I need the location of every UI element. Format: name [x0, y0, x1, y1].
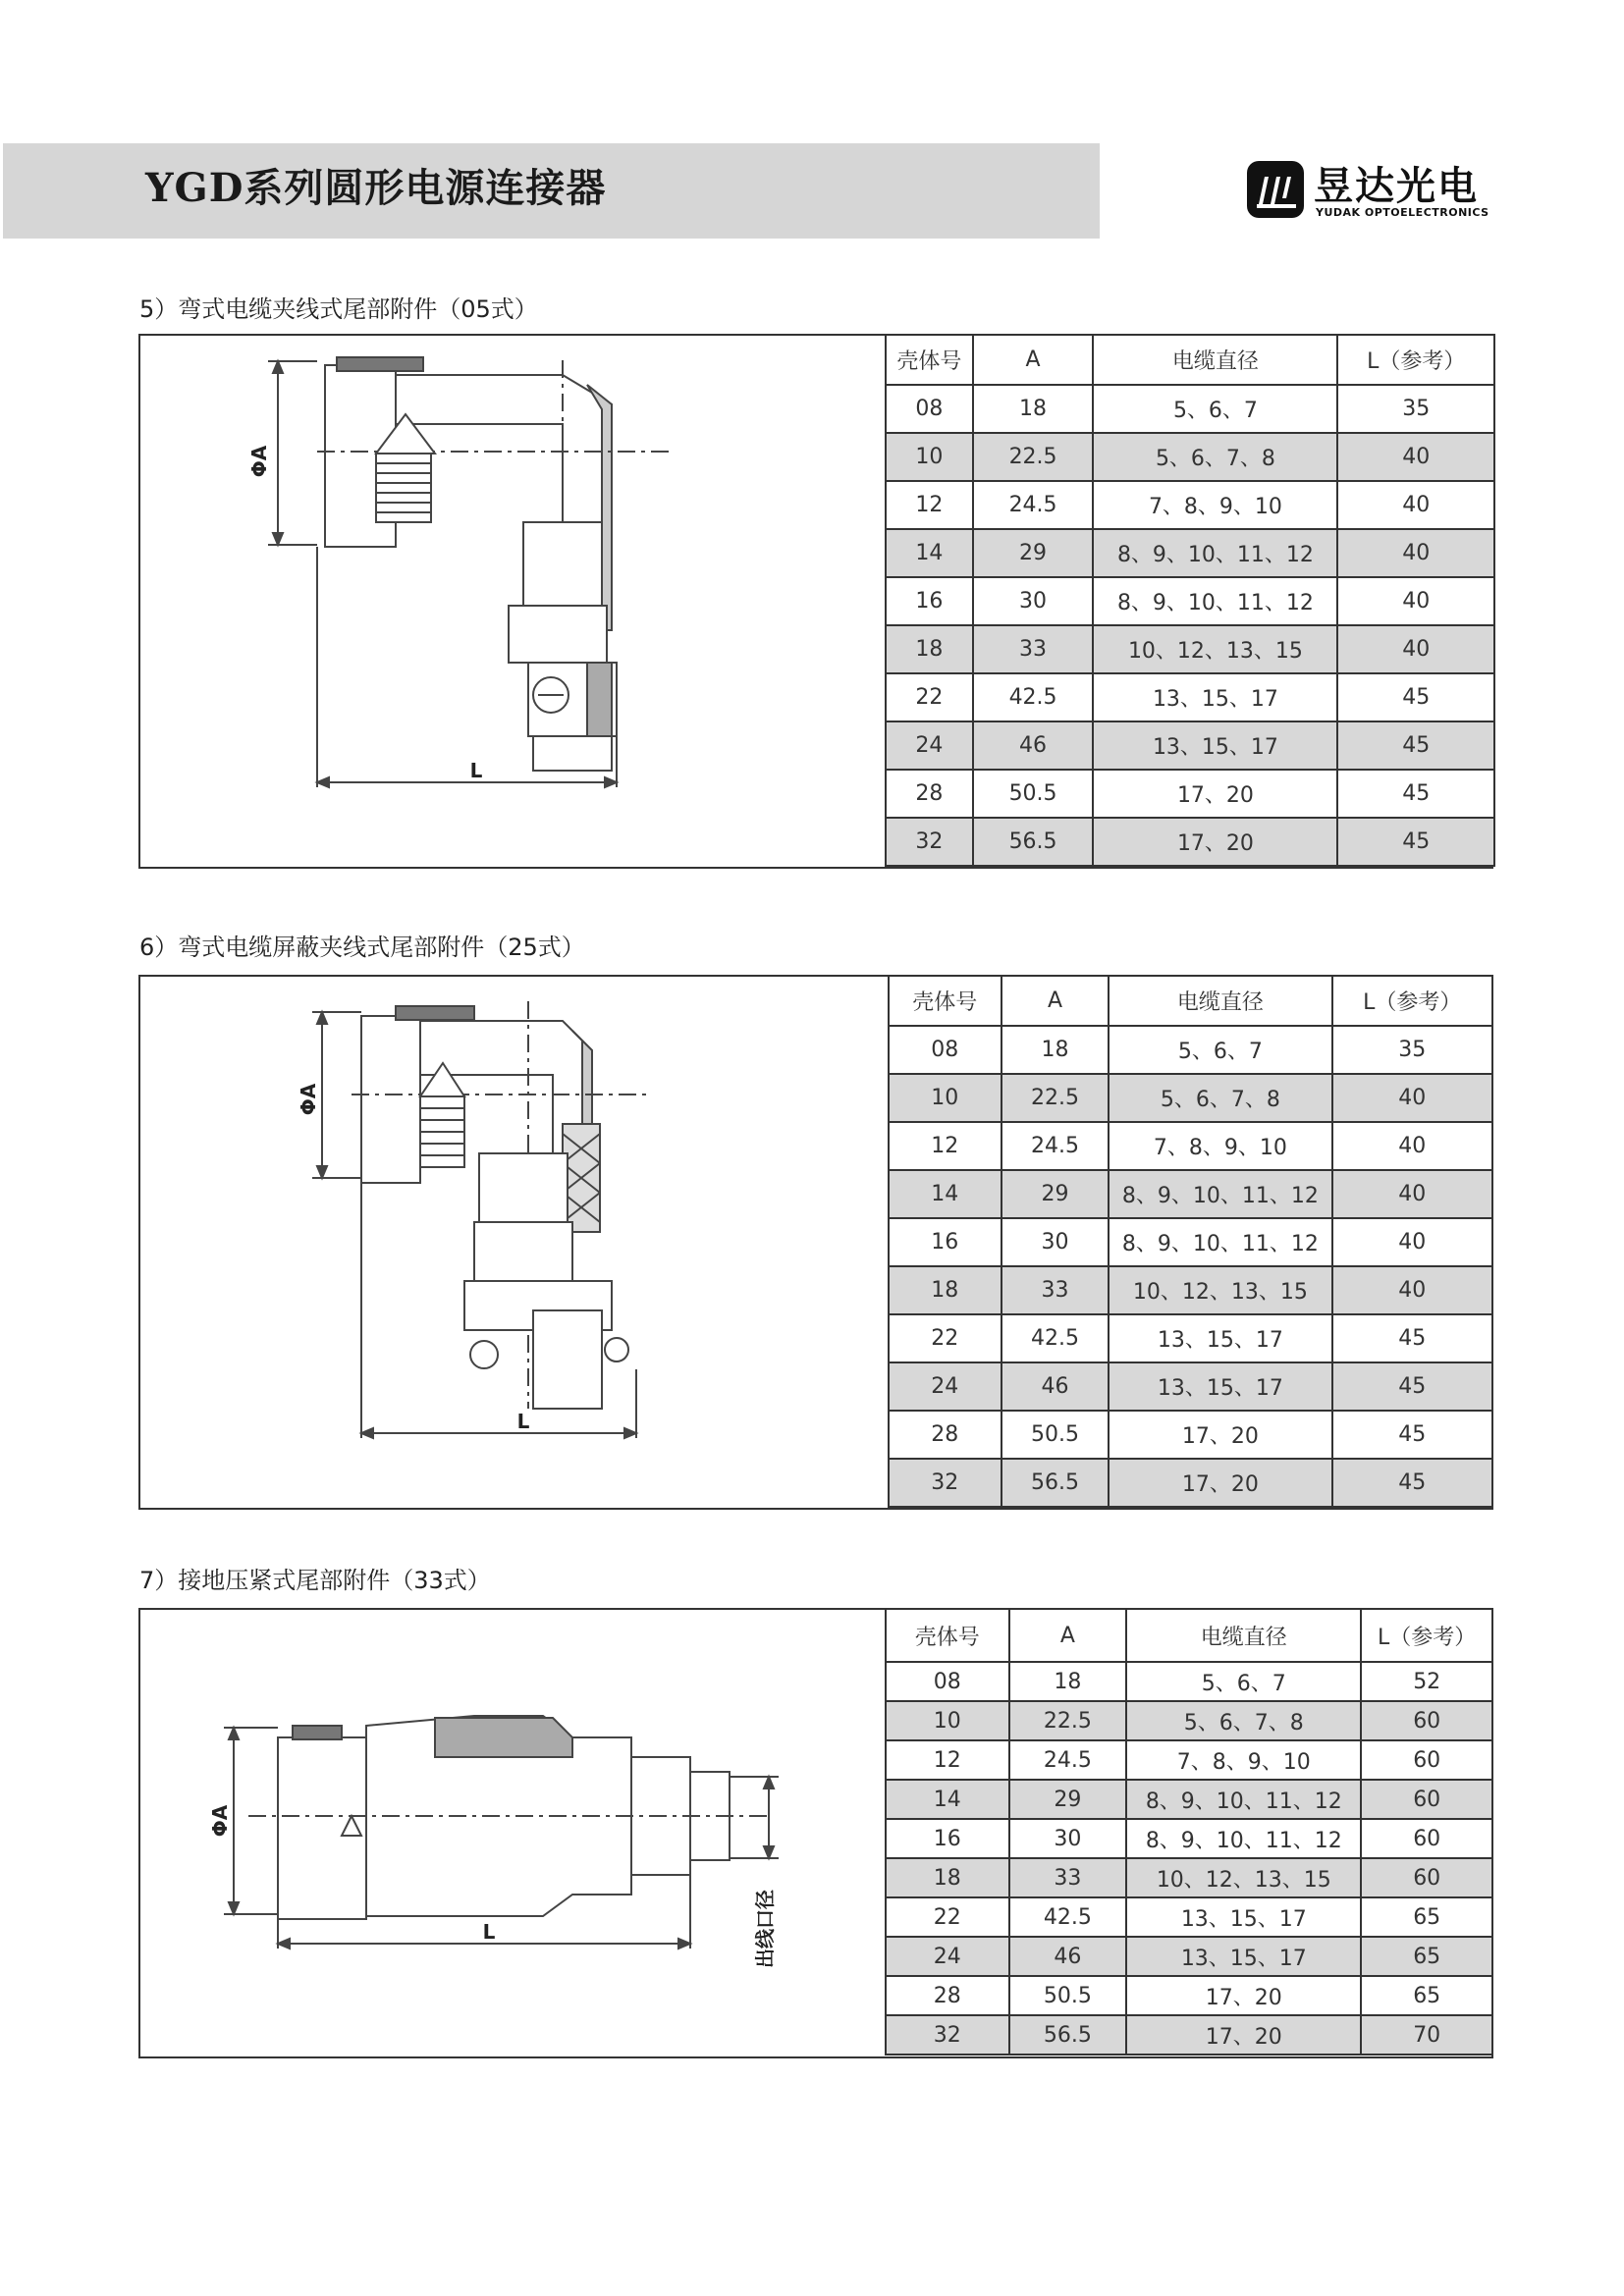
cell-cable: 13、15、17 [1126, 1897, 1361, 1937]
cell-shell: 14 [889, 1170, 1001, 1218]
cell-cable: 5、6、7 [1109, 1026, 1331, 1074]
cell-a: 56.5 [973, 818, 1094, 866]
cell-shell: 28 [889, 1411, 1001, 1459]
cell-a: 30 [1001, 1218, 1110, 1266]
bent-clamp-accessory-drawing [140, 336, 887, 867]
cell-a: 24.5 [973, 481, 1094, 529]
cell-shell: 32 [886, 818, 973, 866]
cell-shell: 08 [889, 1026, 1001, 1074]
cell-l: 35 [1337, 385, 1494, 433]
cell-l: 52 [1361, 1662, 1492, 1701]
table-row [886, 577, 1494, 625]
cell-shell: 16 [889, 1218, 1001, 1266]
cell-l: 65 [1361, 1937, 1492, 1976]
column-header-shell: 壳体号 [886, 335, 973, 385]
cell-cable: 13、15、17 [1093, 721, 1337, 770]
section-7-panel [138, 1608, 1493, 2058]
section-7-spec-table [885, 1608, 1493, 2056]
cell-l: 40 [1337, 481, 1494, 529]
cell-cable: 8、9、10、11、12 [1093, 577, 1337, 625]
column-header-l-reference: L（参考） [1361, 1609, 1492, 1662]
cell-a: 22.5 [973, 433, 1094, 481]
column-header-cable-diameter: 电缆直径 [1093, 335, 1337, 385]
table-row [886, 673, 1494, 721]
column-header-shell: 壳体号 [886, 1609, 1009, 1662]
table-row [886, 818, 1494, 866]
cell-cable: 8、9、10、11、12 [1109, 1218, 1331, 1266]
cell-l: 65 [1361, 1976, 1492, 2015]
cell-cable: 5、6、7、8 [1093, 433, 1337, 481]
section-6-panel [138, 975, 1493, 1510]
table-row [889, 1026, 1492, 1074]
cell-shell: 28 [886, 1976, 1009, 2015]
cell-a: 29 [973, 529, 1094, 577]
cell-cable: 10、12、13、15 [1093, 625, 1337, 673]
cell-shell: 24 [886, 1937, 1009, 1976]
cell-cable: 17、20 [1093, 818, 1337, 866]
table-row [886, 1780, 1492, 1819]
cell-shell: 24 [889, 1362, 1001, 1411]
dimension-l-label: L [469, 759, 483, 782]
cell-a: 33 [973, 625, 1094, 673]
table-row [889, 1459, 1492, 1507]
cell-cable: 13、15、17 [1093, 673, 1337, 721]
cell-a: 30 [1009, 1819, 1127, 1858]
cell-shell: 18 [889, 1266, 1001, 1314]
cell-cable: 10、12、13、15 [1109, 1266, 1331, 1314]
dimension-phi-a-label: ΦA [247, 445, 271, 478]
section-5-heading: 5）弯式电缆夹线式尾部附件（05式） [139, 295, 538, 323]
cell-cable: 7、8、9、10 [1126, 1740, 1361, 1780]
cell-l: 40 [1332, 1266, 1492, 1314]
cell-a: 56.5 [1009, 2015, 1127, 2055]
cell-l: 45 [1332, 1459, 1492, 1507]
column-header-l-reference: L（参考） [1337, 335, 1494, 385]
cell-l: 40 [1332, 1074, 1492, 1122]
table-row [886, 1858, 1492, 1897]
column-header-shell: 壳体号 [889, 976, 1001, 1026]
column-header-a: A [1009, 1609, 1127, 1662]
table-row [889, 1266, 1492, 1314]
grounding-compression-accessory-drawing [140, 1610, 887, 2056]
cell-shell: 12 [889, 1122, 1001, 1170]
section-5-panel [138, 334, 1493, 869]
column-header-a: A [1001, 976, 1110, 1026]
cell-l: 60 [1361, 1740, 1492, 1780]
cell-shell: 12 [886, 1740, 1009, 1780]
table-row [889, 1218, 1492, 1266]
cell-l: 45 [1337, 721, 1494, 770]
table-row [886, 529, 1494, 577]
table-row [889, 1362, 1492, 1411]
table-row [886, 1662, 1492, 1701]
cell-shell: 16 [886, 577, 973, 625]
cell-shell: 14 [886, 529, 973, 577]
cell-shell: 22 [889, 1314, 1001, 1362]
cell-a: 24.5 [1001, 1122, 1110, 1170]
cell-shell: 10 [886, 433, 973, 481]
table-row [889, 1074, 1492, 1122]
cell-a: 46 [1009, 1937, 1127, 1976]
cell-shell: 24 [886, 721, 973, 770]
dimension-phi-a-label: ΦA [208, 1804, 232, 1838]
cell-shell: 28 [886, 770, 973, 818]
section-5-spec-table [885, 334, 1495, 867]
cell-l: 40 [1337, 433, 1494, 481]
cell-shell: 32 [889, 1459, 1001, 1507]
cell-cable: 5、6、7 [1093, 385, 1337, 433]
cell-l: 45 [1332, 1411, 1492, 1459]
cell-l: 45 [1332, 1362, 1492, 1411]
cell-cable: 8、9、10、11、12 [1093, 529, 1337, 577]
cell-l: 40 [1332, 1122, 1492, 1170]
section-7-heading: 7）接地压紧式尾部附件（33式） [139, 1567, 491, 1594]
outlet-diameter-label: 出线口径 [753, 1890, 777, 1968]
cell-a: 18 [973, 385, 1094, 433]
cell-a: 46 [1001, 1362, 1110, 1411]
cell-cable: 8、9、10、11、12 [1109, 1170, 1331, 1218]
cell-shell: 12 [886, 481, 973, 529]
table-row [889, 1122, 1492, 1170]
cell-l: 60 [1361, 1780, 1492, 1819]
cell-shell: 32 [886, 2015, 1009, 2055]
cell-shell: 14 [886, 1780, 1009, 1819]
cell-l: 45 [1337, 770, 1494, 818]
cell-l: 60 [1361, 1701, 1492, 1740]
company-logo [1245, 155, 1490, 226]
table-row [886, 2015, 1492, 2055]
cell-cable: 8、9、10、11、12 [1126, 1819, 1361, 1858]
cell-a: 29 [1009, 1780, 1127, 1819]
cell-a: 18 [1001, 1026, 1110, 1074]
cell-cable: 5、6、7 [1126, 1662, 1361, 1701]
cell-a: 29 [1001, 1170, 1110, 1218]
cell-l: 40 [1332, 1170, 1492, 1218]
cell-a: 46 [973, 721, 1094, 770]
logo-chinese-name: 昱达光电 [1314, 164, 1479, 209]
cell-shell: 08 [886, 1662, 1009, 1701]
table-row [886, 1701, 1492, 1740]
cell-l: 40 [1337, 577, 1494, 625]
logo-english-name: YUDAK OPTOELECTRONICS [1316, 206, 1489, 219]
cell-l: 35 [1332, 1026, 1492, 1074]
cell-a: 56.5 [1001, 1459, 1110, 1507]
cell-cable: 5、6、7、8 [1126, 1701, 1361, 1740]
cell-cable: 13、15、17 [1109, 1314, 1331, 1362]
cell-cable: 17、20 [1109, 1411, 1331, 1459]
table-row [886, 1819, 1492, 1858]
table-row [886, 625, 1494, 673]
cell-cable: 17、20 [1109, 1459, 1331, 1507]
cell-l: 45 [1337, 818, 1494, 866]
cell-a: 22.5 [1009, 1701, 1127, 1740]
section-6-spec-table [888, 975, 1493, 1508]
cell-l: 65 [1361, 1897, 1492, 1937]
cell-cable: 8、9、10、11、12 [1126, 1780, 1361, 1819]
cell-shell: 16 [886, 1819, 1009, 1858]
cell-cable: 17、20 [1093, 770, 1337, 818]
cell-cable: 5、6、7、8 [1109, 1074, 1331, 1122]
table-row [886, 1937, 1492, 1976]
table-row [886, 385, 1494, 433]
cell-a: 42.5 [1001, 1314, 1110, 1362]
table-row [889, 1170, 1492, 1218]
cell-shell: 10 [889, 1074, 1001, 1122]
cell-l: 45 [1337, 673, 1494, 721]
cell-l: 40 [1332, 1218, 1492, 1266]
cell-a: 33 [1001, 1266, 1110, 1314]
table-row [886, 1976, 1492, 2015]
dimension-phi-a-label: ΦA [297, 1083, 320, 1116]
cell-l: 60 [1361, 1858, 1492, 1897]
cell-l: 40 [1337, 625, 1494, 673]
cell-a: 42.5 [1009, 1897, 1127, 1937]
cell-cable: 17、20 [1126, 1976, 1361, 2015]
cell-l: 70 [1361, 2015, 1492, 2055]
table-row [886, 481, 1494, 529]
table-row [886, 1740, 1492, 1780]
cell-cable: 10、12、13、15 [1126, 1858, 1361, 1897]
cell-shell: 22 [886, 673, 973, 721]
column-header-a: A [973, 335, 1094, 385]
cell-a: 33 [1009, 1858, 1127, 1897]
cell-shell: 08 [886, 385, 973, 433]
cell-a: 30 [973, 577, 1094, 625]
table-row [886, 433, 1494, 481]
table-row [886, 1897, 1492, 1937]
cell-a: 18 [1009, 1662, 1127, 1701]
cell-a: 50.5 [1009, 1976, 1127, 2015]
cell-cable: 17、20 [1126, 2015, 1361, 2055]
column-header-l-reference: L（参考） [1332, 976, 1492, 1026]
cell-shell: 18 [886, 1858, 1009, 1897]
cell-cable: 13、15、17 [1126, 1937, 1361, 1976]
table-row [889, 1314, 1492, 1362]
cell-cable: 7、8、9、10 [1109, 1122, 1331, 1170]
cell-a: 22.5 [1001, 1074, 1110, 1122]
bent-shielded-clamp-accessory-drawing [140, 977, 887, 1508]
cell-cable: 7、8、9、10 [1093, 481, 1337, 529]
logo-mark-icon [1245, 159, 1306, 220]
cell-a: 42.5 [973, 673, 1094, 721]
cell-a: 50.5 [973, 770, 1094, 818]
column-header-cable-diameter: 电缆直径 [1126, 1609, 1361, 1662]
cell-cable: 13、15、17 [1109, 1362, 1331, 1411]
column-header-cable-diameter: 电缆直径 [1109, 976, 1331, 1026]
cell-a: 24.5 [1009, 1740, 1127, 1780]
dimension-l-label: L [516, 1410, 530, 1433]
cell-l: 60 [1361, 1819, 1492, 1858]
cell-l: 40 [1337, 529, 1494, 577]
table-row [886, 770, 1494, 818]
dimension-l-label: L [482, 1920, 496, 1944]
section-6-heading: 6）弯式电缆屏蔽夹线式尾部附件（25式） [139, 934, 585, 961]
table-row [889, 1411, 1492, 1459]
cell-shell: 10 [886, 1701, 1009, 1740]
cell-l: 45 [1332, 1314, 1492, 1362]
cell-shell: 18 [886, 625, 973, 673]
cell-a: 50.5 [1001, 1411, 1110, 1459]
cell-shell: 22 [886, 1897, 1009, 1937]
page-title: YGD系列圆形电源连接器 [145, 165, 607, 211]
table-row [886, 721, 1494, 770]
